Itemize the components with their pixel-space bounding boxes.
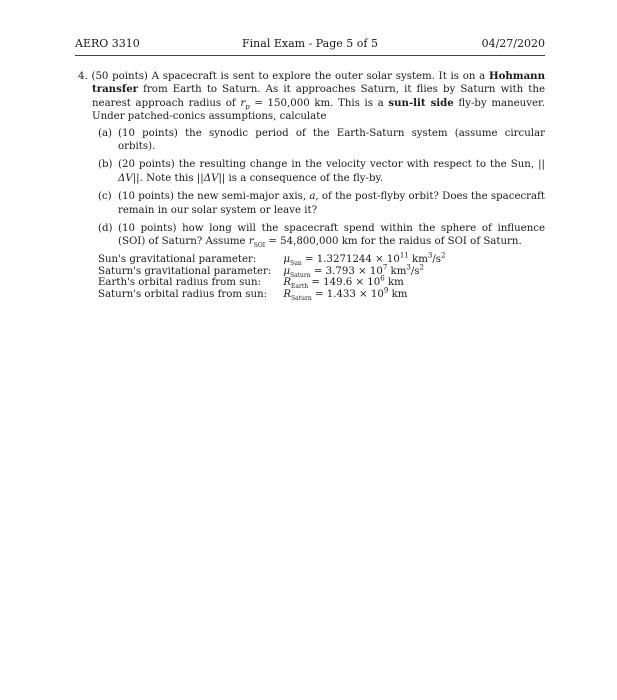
given-label: Saturn's gravitational parameter: — [98, 265, 272, 277]
given-value: $\mu_{Saturn} = 3.793 \times 10^7$ $km^3/s^2$ — [283, 263, 424, 279]
given-label: Sun's gravitational parameter: — [98, 253, 257, 265]
part-a-label: (a) — [98, 127, 113, 139]
given-row — [98, 254, 446, 266]
course-code: AERO 3310 — [75, 37, 140, 50]
page-header — [75, 36, 545, 52]
exam-date: 04/27/2020 — [481, 37, 545, 50]
given-row — [98, 277, 446, 289]
problem-content — [78, 70, 545, 301]
hohmann-transfer-term: Hohmann transfer — [92, 70, 545, 96]
given-value: $\mu_{Sun} = 1.3271244 \times 10^{11}$ $km^3/s^2$ — [283, 251, 446, 267]
part-d-label: (d) — [98, 223, 113, 235]
given-value: $R_{Earth} = 149.6 \times 10^6$ km — [283, 275, 404, 291]
exam-page-title: Final Exam - Page 5 of 5 — [242, 37, 378, 50]
part-c-label: (c) — [98, 191, 112, 203]
part-d: (d) (10 points) how long will the spacecraft spend within the sphere of influence (SOI) of Saturn? Assume $r_{SOI} = 54,800,000$ km for the raidus of SOI of Saturn. — [98, 223, 545, 250]
given-row — [98, 289, 446, 301]
given-value: $R_{Saturn} = 1.433 \times 10^9$ km — [283, 286, 408, 303]
header-divider — [75, 55, 545, 56]
problem-number: 4. — [78, 71, 88, 82]
given-label: Earth's orbital radius from sun: — [98, 277, 261, 289]
part-b: (b) (20 points) the resulting change in the velocity vector with respect to the Sun, ||ΔV||. Note this ||ΔV|| is a consequence of the fly-by. — [98, 159, 545, 184]
given-constants — [98, 251, 446, 303]
part-a-text: (10 points) the synodic period of the Earth-Saturn system (assume circular orbits). — [118, 127, 545, 153]
part-a — [78, 127, 545, 154]
given-row — [98, 266, 446, 278]
rp-symbol: r — [240, 97, 246, 109]
semi-major-axis-symbol: a — [309, 191, 316, 203]
given-label: Saturn's orbital radius from sun: — [98, 289, 268, 301]
sun-lit-side-term: sun-lit side — [388, 96, 454, 109]
r-soi-symbol: r — [248, 236, 254, 248]
part-c: (c) (10 points) the new semi-major axis, a, of the post-flyby orbit? Does the spacecraft remain in our solar system or leave it? — [98, 191, 545, 216]
problem-points: (50 points) — [91, 71, 148, 82]
delta-v-norm: ||ΔV|| — [196, 172, 226, 184]
part-b-label: (b) — [98, 159, 113, 171]
problem-statement: 4. (50 points) A spacecraft is sent to explore the outer solar system. It is on a Hohmann transfer from Earth to Saturn. As it approaches Saturn, it flies by Saturn with the nearest approach radius of $r_p = 150,000$ km. This is a sun-lit side fly-by maneuver. Under patched-conics assumptions, calculate — [78, 70, 546, 123]
delta-v-norm: ||ΔV|| — [118, 159, 545, 184]
problem-parts — [78, 127, 545, 249]
